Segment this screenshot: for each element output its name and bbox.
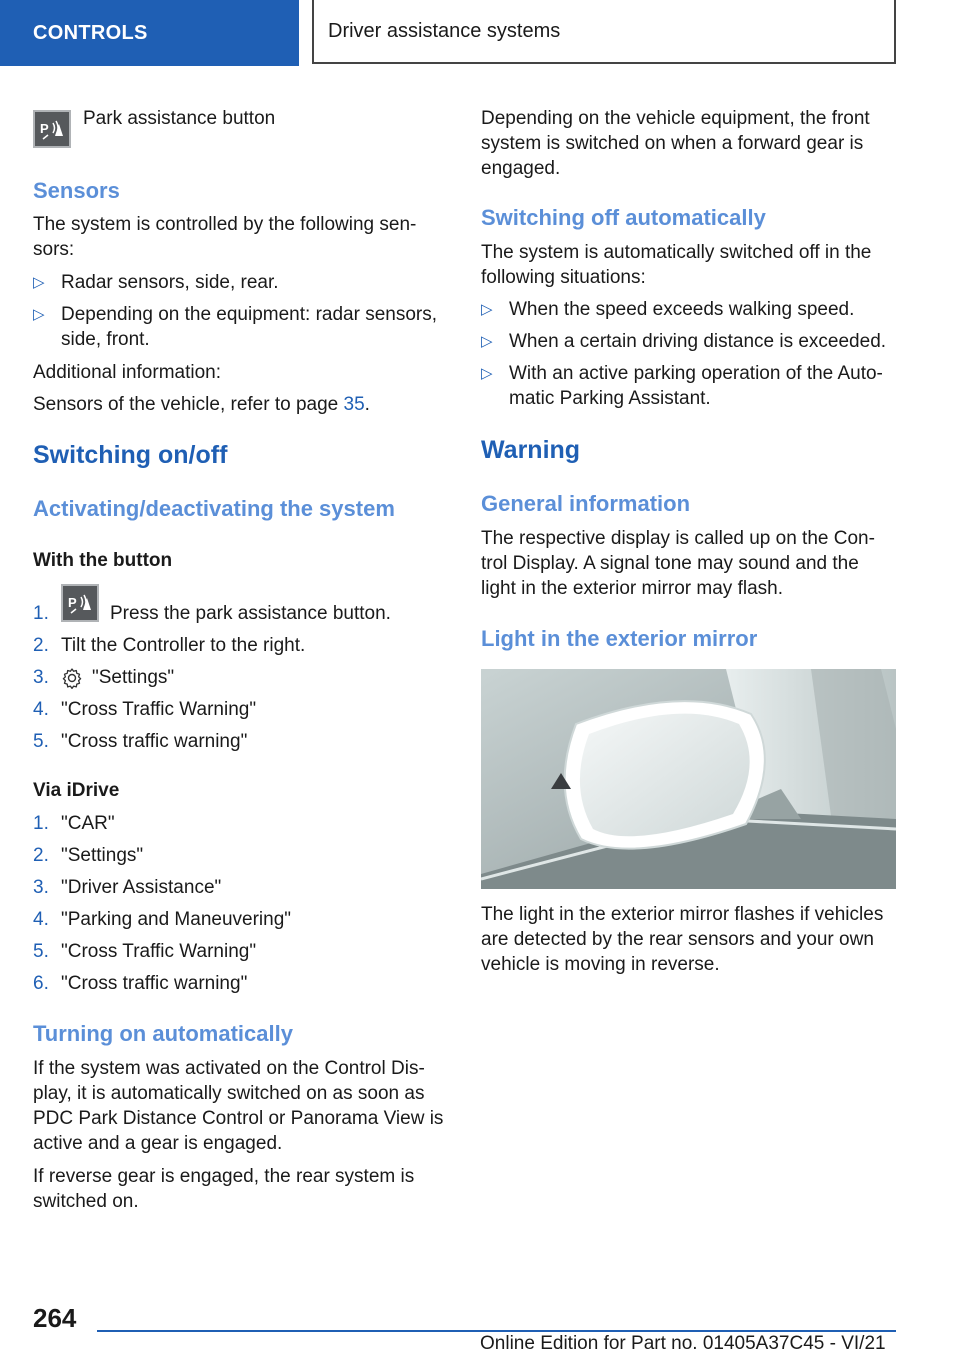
svg-text:P: P	[68, 595, 77, 610]
body-text-line: system is switched on when a forward gear is	[481, 133, 864, 154]
additional-info-label: Additional information:	[33, 362, 221, 383]
sensors-intro-line-1: The system is controlled by the following sen-	[33, 214, 417, 235]
exterior-mirror-illustration	[481, 669, 896, 889]
body-text-line: vehicle is moving in reverse.	[481, 954, 720, 975]
footer-divider	[97, 1330, 896, 1332]
section-tab	[0, 0, 299, 66]
page-number: 264	[33, 1303, 77, 1333]
general-info-heading: General information	[481, 491, 691, 516]
svg-text:P: P	[40, 121, 49, 136]
edition-footer: Online Edition for Part no. 01405A37C45 - VI/21	[480, 1333, 886, 1354]
triangle-bullet-icon: ▷	[481, 301, 493, 318]
via-idrive-heading: Via iDrive	[33, 780, 120, 801]
triangle-bullet-icon: ▷	[481, 365, 493, 382]
chapter-header	[312, 0, 896, 64]
body-text-line: The respective display is called up on the Con-	[481, 528, 875, 549]
activating-heading: Activating/deactivating the system	[33, 496, 395, 521]
gear-icon	[61, 667, 83, 689]
body-text-line: play, it is automatically switched on as soon as	[33, 1083, 425, 1104]
body-text-line: The light in the exterior mirror flashes if vehicles	[481, 904, 884, 925]
with-button-heading: With the button	[33, 550, 173, 571]
sensors-heading: Sensors	[33, 178, 120, 203]
body-text-line: active and a gear is engaged.	[33, 1133, 283, 1154]
triangle-bullet-icon: ▷	[481, 333, 493, 350]
chapter-title: Driver assistance systems	[328, 19, 561, 42]
body-text-line: PDC Park Distance Control or Panorama View is	[33, 1108, 444, 1129]
body-text-line: If reverse gear is engaged, the rear system is	[33, 1166, 415, 1187]
body-text-line: following situations:	[481, 267, 646, 288]
icon-caption: Park assistance button	[83, 108, 276, 129]
turning-on-heading: Turning on automatically	[33, 1021, 293, 1046]
park-assistance-button-icon	[33, 110, 71, 148]
page-link[interactable]: 35	[343, 394, 365, 415]
body-text-line: The system is automatically switched off in the	[481, 242, 872, 263]
sensors-reference: Sensors of the vehicle, refer to page 35.	[33, 394, 370, 415]
mirror-heading: Light in the exterior mirror	[481, 626, 758, 651]
section-title: CONTROLS	[33, 21, 148, 44]
park-assistance-button-icon	[61, 584, 99, 622]
triangle-bullet-icon: ▷	[33, 274, 45, 291]
warning-heading: Warning	[481, 436, 581, 464]
body-text-line: engaged.	[481, 158, 561, 179]
switching-off-heading: Switching off automatically	[481, 205, 766, 230]
switching-heading: Switching on/off	[33, 441, 228, 469]
body-text-line: light in the exterior mirror may flash.	[481, 578, 783, 599]
body-text-line: Depending on the vehicle equipment, the front	[481, 108, 870, 129]
body-text-line: If the system was activated on the Control Dis-	[33, 1058, 425, 1079]
body-text-line: switched on.	[33, 1191, 139, 1212]
body-text-line: trol Display. A signal tone may sound and the	[481, 553, 859, 574]
triangle-bullet-icon: ▷	[33, 306, 45, 323]
sensors-intro-line-2: sors:	[33, 239, 75, 260]
body-text-line: are detected by the rear sensors and your own	[481, 929, 874, 950]
